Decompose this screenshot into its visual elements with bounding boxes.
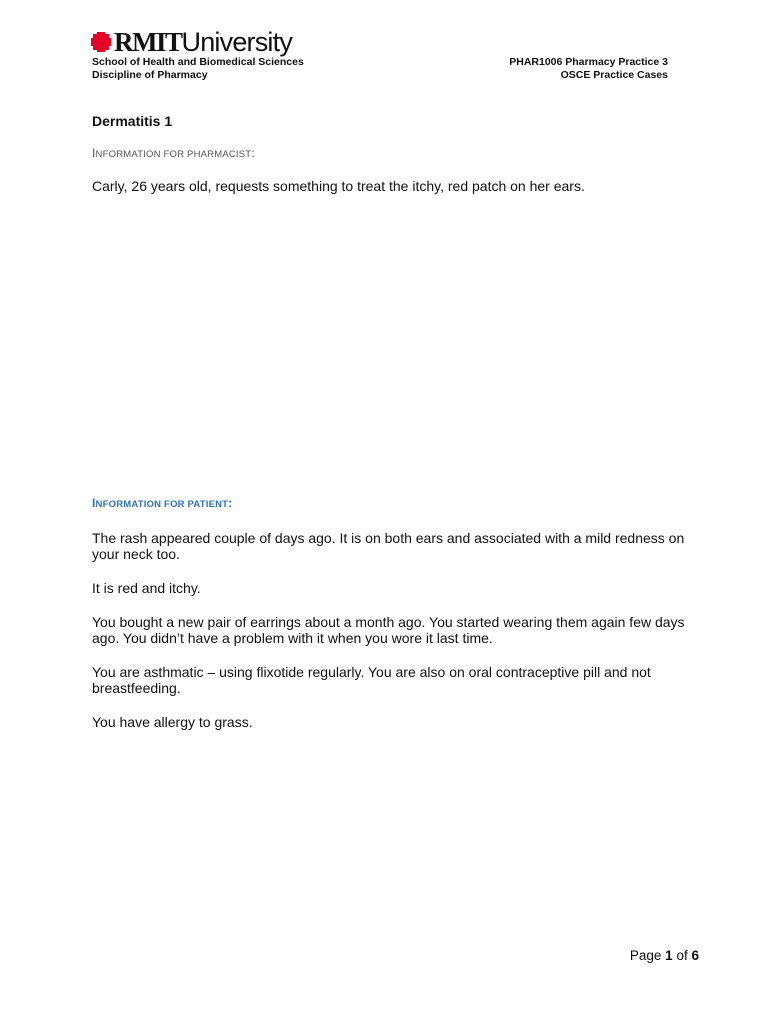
pharmacist-section-label: INFORMATION FOR PHARMACIST: bbox=[92, 146, 255, 160]
logo-university-text: University bbox=[181, 27, 293, 57]
cases-title: OSCE Practice Cases bbox=[560, 69, 668, 81]
rmit-logo bbox=[90, 28, 292, 56]
page-number: Page 1 of 6 bbox=[629, 948, 699, 963]
case-title: Dermatitis 1 bbox=[92, 113, 173, 129]
header-right bbox=[509, 56, 668, 82]
pharmacist-info-text: Carly, 26 years old, requests something to treat the itchy, red patch on her ears. bbox=[92, 178, 585, 194]
patient-section-label: INFORMATION FOR PATIENT: bbox=[92, 496, 233, 510]
patient-paragraph-medications: You are asthmatic – using flixotide regularly. You are also on oral contraceptive pill and not breastfeeding. bbox=[92, 664, 651, 696]
patient-paragraph-allergy: You have allergy to grass. bbox=[92, 714, 253, 730]
logo-rmit-text: RMIT bbox=[114, 27, 182, 57]
school-name: School of Health and Biomedical Sciences bbox=[92, 56, 304, 68]
course-name: PHAR1006 Pharmacy Practice 3 bbox=[509, 56, 668, 68]
rmit-pixel-logo-icon bbox=[90, 31, 112, 53]
discipline-name: Discipline of Pharmacy bbox=[92, 69, 208, 81]
header-left bbox=[92, 56, 304, 82]
patient-paragraph-symptoms: It is red and itchy. bbox=[92, 580, 201, 596]
patient-paragraph-rash: The rash appeared couple of days ago. It is on both ears and associated with a mild redness on your neck too. bbox=[92, 530, 685, 562]
patient-paragraph-earrings: You bought a new pair of earrings about a month ago. You started wearing them again few days ago. You didn’t have a problem with it when you wore it last time. bbox=[92, 614, 685, 646]
